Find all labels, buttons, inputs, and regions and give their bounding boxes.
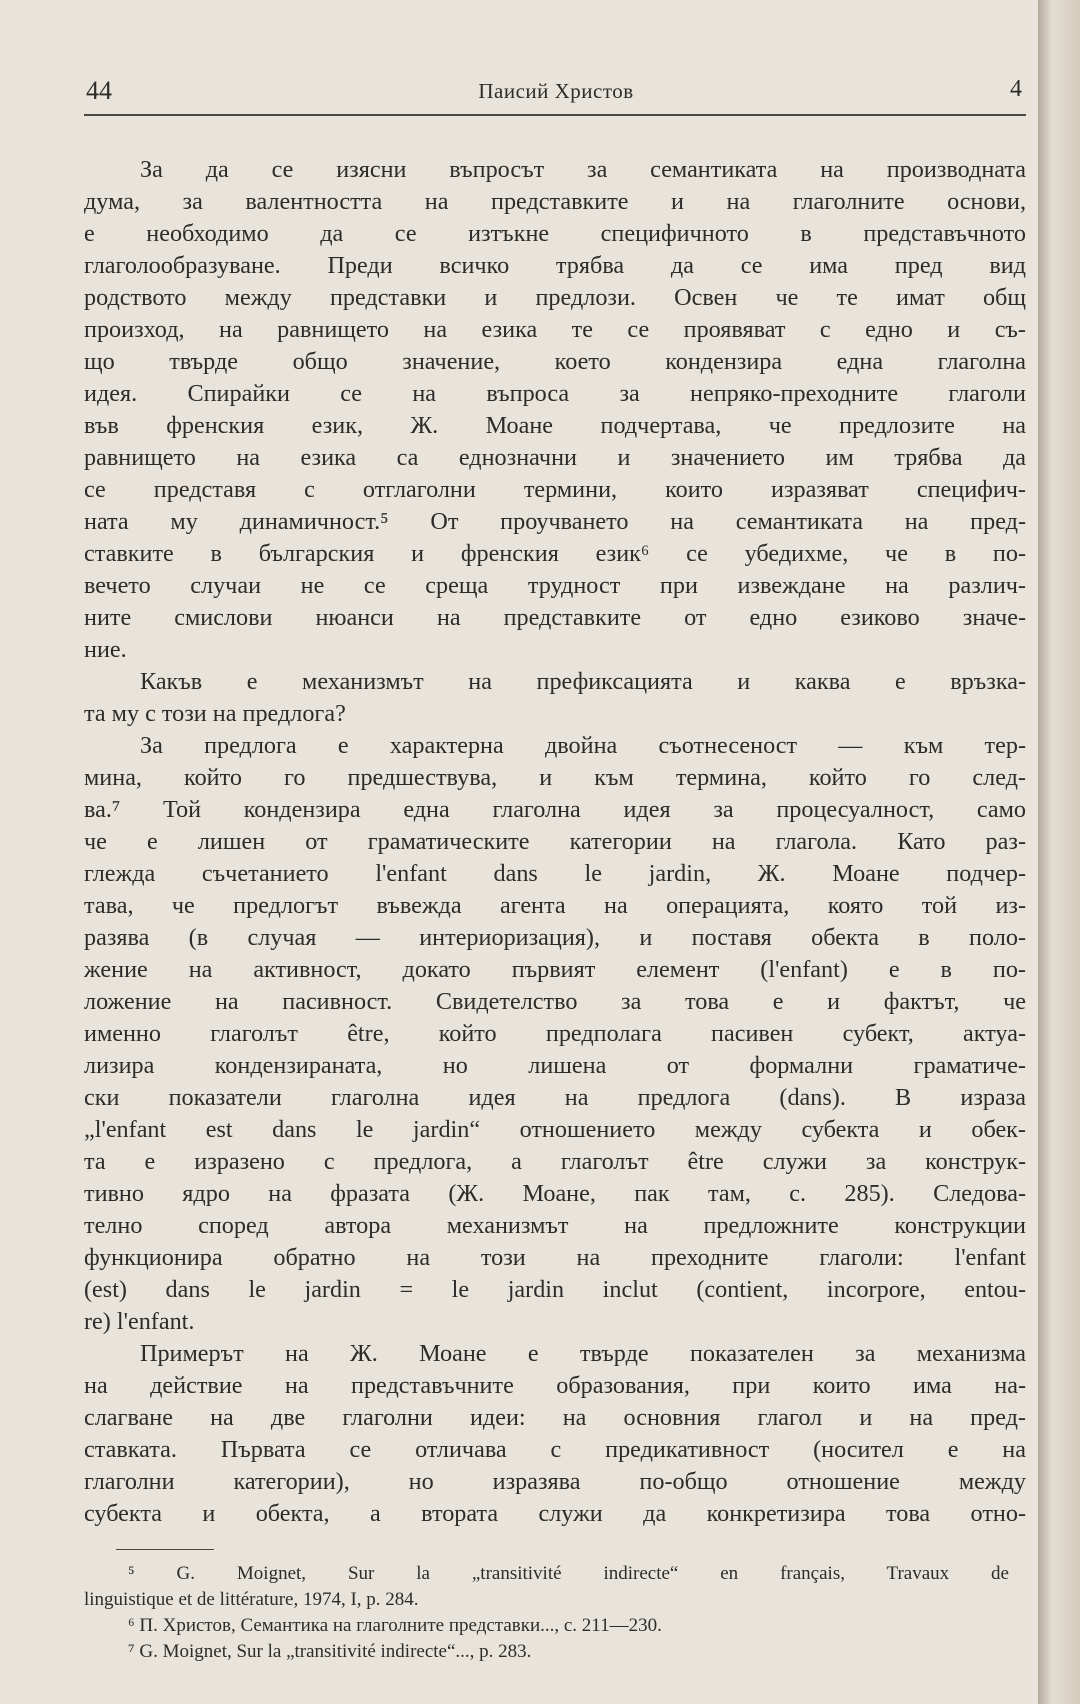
body-text — [84, 154, 1026, 1530]
text-line: жение на активност, докато първият елемент (l'enfant) е в по- — [84, 956, 1026, 983]
text-line: е необходимо да се изтъкне специфичното в представъчното — [84, 220, 1026, 247]
text-line: „l'enfant est dans le jardin“ отношението между субекта и обек- — [84, 1116, 1026, 1143]
running-head: Паисий Христов — [478, 79, 634, 103]
text-line: ставките в българския и френския език⁶ се убедихме, че в по- — [84, 540, 1026, 567]
footnote-line: linguistique et de littérature, 1974, I, p. 284. — [84, 1589, 419, 1610]
text-line: мина, който го предшествува, и към термина, който го след- — [84, 764, 1026, 791]
text-line: функционира обратно на този на преходните глаголи: l'enfant — [84, 1244, 1026, 1271]
footnote-rule — [116, 1549, 214, 1550]
text-line: че е лишен от граматическите категории на глагола. Като раз- — [84, 828, 1026, 855]
text-line: та му с този на предлога? — [84, 700, 346, 727]
text-line: глаголни категории), но изразява по-общо отношение между — [84, 1468, 1026, 1495]
text-line: Примерът на Ж. Моане е твърде показателен за механизма — [140, 1340, 1026, 1367]
footnotes — [84, 1561, 1009, 1665]
text-line: слагване на две глаголни идеи: на основния глагол и на пред- — [84, 1404, 1026, 1431]
text-line: Какъв е механизмът на префиксацията и каква е връзка- — [140, 668, 1026, 695]
text-line: За предлога е характерна двойна съотнесеност — към тер- — [140, 732, 1026, 759]
text-line: (est) dans le jardin = le jardin inclut (contient, incorpore, entou- — [84, 1276, 1026, 1303]
text-line: субекта и обекта, а втората служи да конкретизира това отно- — [84, 1500, 1026, 1527]
footnote-line: ⁶ П. Христов, Семантика на глаголните представки..., с. 211—230. — [128, 1615, 662, 1636]
header-rule — [84, 114, 1026, 116]
text-line: За да се изясни въпросът за семантиката на производната — [140, 156, 1026, 183]
text-line: произход, на равнището на езика те се проявяват с едно и съ- — [84, 316, 1026, 343]
text-line: разява (в случая — интериоризация), и поставя обекта в поло- — [84, 924, 1026, 951]
text-line: глаголообразуване. Преди всичко трябва да се има пред вид — [84, 252, 1026, 279]
text-line: именно глаголът être, който предполага пасивен субект, актуа- — [84, 1020, 1026, 1047]
corner-mark: 4 — [1010, 76, 1022, 102]
text-line: лизира кондензираната, но лишена от формални граматиче- — [84, 1052, 1026, 1079]
text-line: равнището на езика са еднозначни и значението им трябва да — [84, 444, 1026, 471]
footnote-line: ⁷ G. Moignet, Sur la „transitivité indirecte“..., p. 283. — [128, 1641, 532, 1662]
text-line: ната му динамичност.⁵ От проучването на семантиката на пред- — [84, 508, 1026, 535]
text-line: вечето случаи не се среща трудност при извеждане на различ- — [84, 572, 1026, 599]
page-edge — [1038, 0, 1080, 1704]
text-line: се представя с отглаголни термини, които изразяват специфич- — [84, 476, 1026, 503]
footnote-line: ⁵ G. Moignet, Sur la „transitivité indirecte“ en français, Travaux de — [128, 1563, 1009, 1584]
text-line: ние. — [84, 636, 127, 663]
text-line: ложение на пасивност. Свидетелство за това е и фактът, че — [84, 988, 1026, 1015]
text-line: телно според автора механизмът на предложните конструкции — [84, 1212, 1026, 1239]
text-line: re) l'enfant. — [84, 1308, 195, 1335]
text-line: тивно ядро на фразата (Ж. Моане, пак там, с. 285). Следова- — [84, 1180, 1026, 1207]
text-line: на действие на представъчните образования, при които има на- — [84, 1372, 1026, 1399]
text-line: та е изразено с предлога, а глаголът être служи за конструк- — [84, 1148, 1026, 1175]
text-line: ски показатели глаголна идея на предлога (dans). В израза — [84, 1084, 1026, 1111]
page-number: 44 — [86, 76, 112, 105]
text-line: глежда съчетанието l'enfant dans le jardin, Ж. Моане подчер- — [84, 860, 1026, 887]
text-line: що твърде общо значение, което кондензира една глаголна — [84, 348, 1026, 375]
text-line: тава, че предлогът въвежда агента на операцията, която той из- — [84, 892, 1026, 919]
text-line: идея. Спирайки се на въпроса за непряко-преходните глаголи — [84, 380, 1026, 407]
text-line: ните смислови нюанси на представките от едно езиково значе- — [84, 604, 1026, 631]
text-line: ставката. Първата се отличава с предикативност (носител е на — [84, 1436, 1026, 1463]
page-header — [86, 76, 1026, 112]
text-line: ва.⁷ Той кондензира една глаголна идея за процесуалност, само — [84, 796, 1026, 823]
text-line: във френския език, Ж. Моане подчертава, че предлозите на — [84, 412, 1026, 439]
text-line: родството между представки и предлози. Освен че те имат общ — [84, 284, 1026, 311]
text-line: дума, за валентността на представките и на глаголните основи, — [84, 188, 1026, 215]
